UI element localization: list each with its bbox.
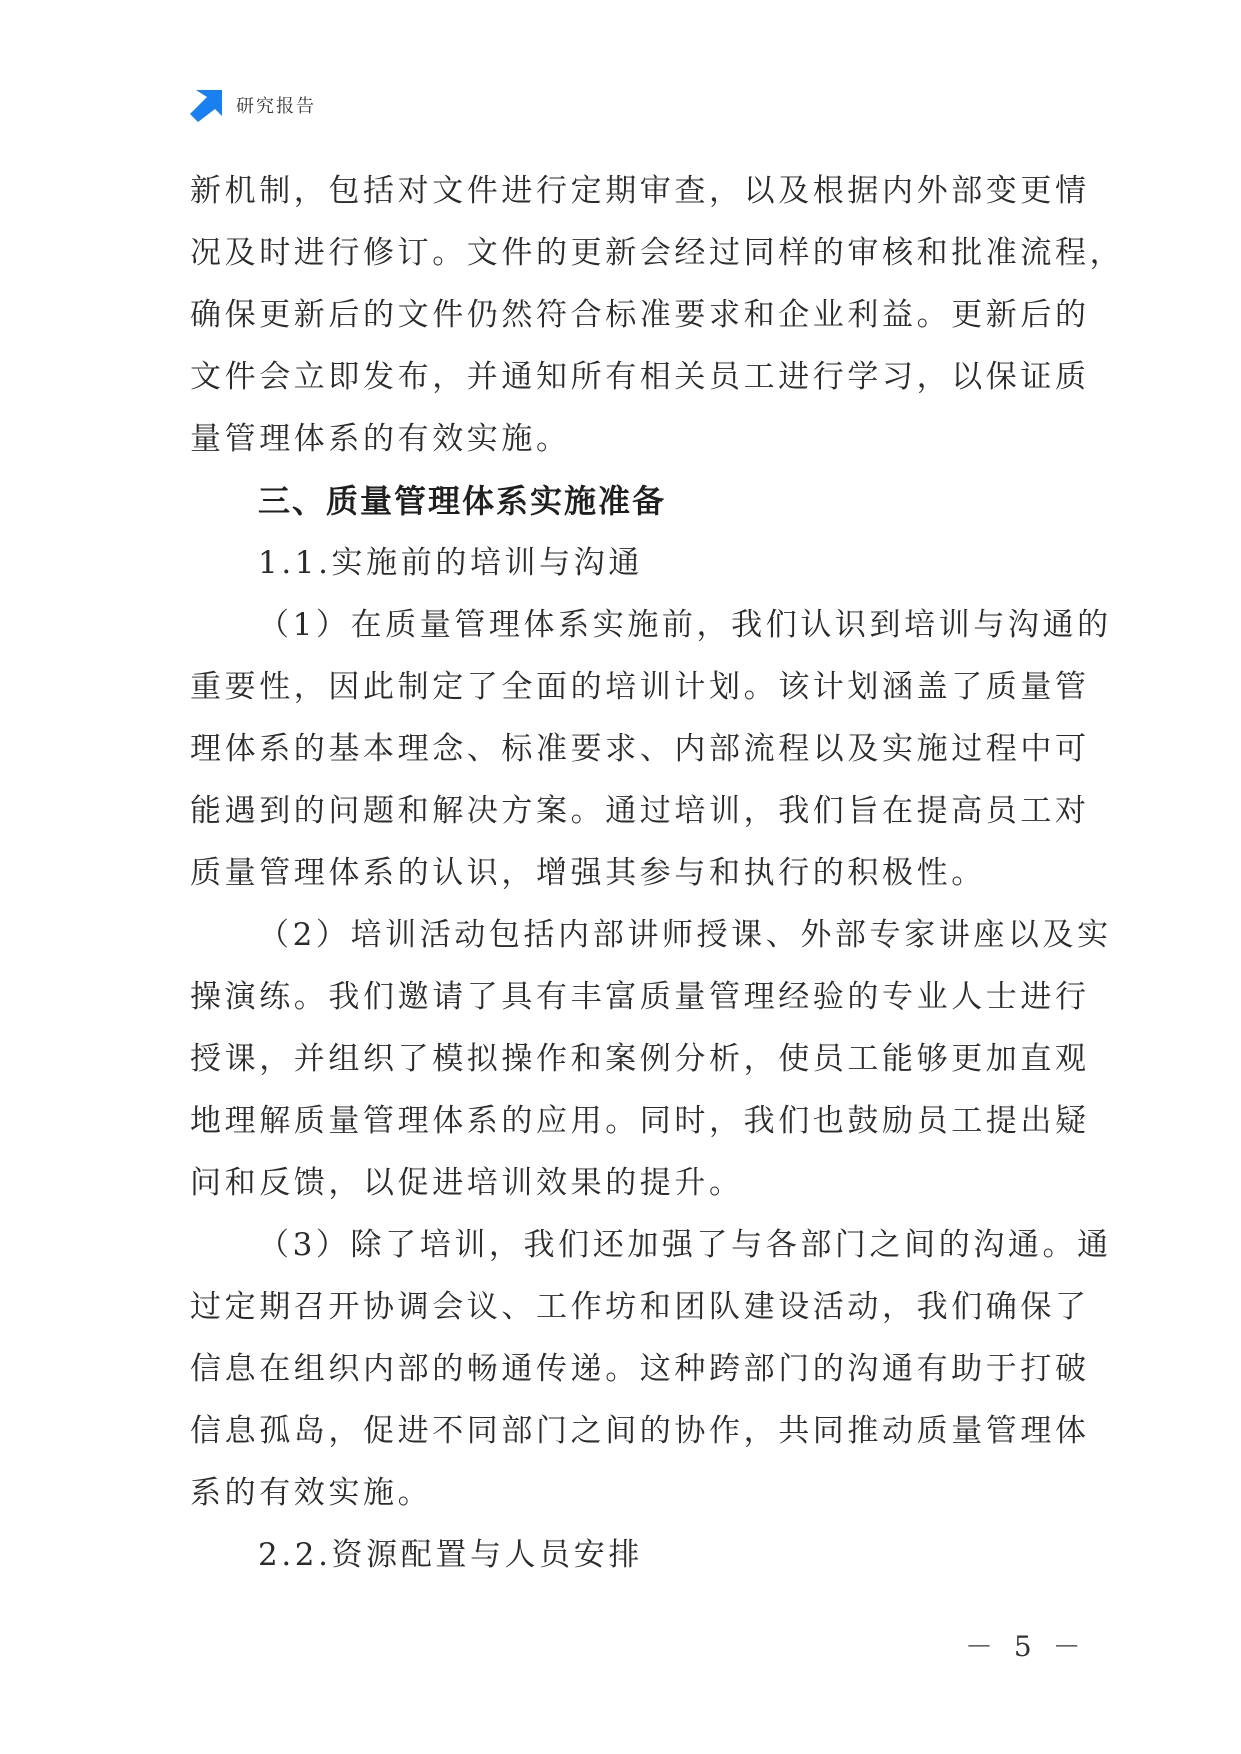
- text-line: 地理解质量管理体系的应用。同时，我们也鼓励员工提出疑: [190, 1103, 1090, 1139]
- text-line: 质量管理体系的认识，增强其参与和执行的积极性。: [190, 855, 986, 891]
- text-line: 操演练。我们邀请了具有丰富质量管理经验的专业人士进行: [190, 979, 1090, 1015]
- text-line: 问和反馈，以促进培训效果的提升。: [190, 1165, 744, 1201]
- document-body: [190, 160, 1125, 1586]
- paragraph-training-plan: [190, 594, 1112, 904]
- text-line: 系的有效实施。: [190, 1475, 433, 1511]
- text-line: 授课，并组织了模拟操作和案例分析，使员工能够更加直观: [190, 1041, 1090, 1077]
- subsection-heading-1-1: 1.1.实施前的培训与沟通: [258, 545, 643, 581]
- subsection-heading-2-2: 2.2.资源配置与人员安排: [258, 1537, 643, 1573]
- text-line: 文件会立即发布，并通知所有相关员工进行学习，以保证质: [190, 359, 1090, 395]
- header-title: 研究报告: [236, 96, 316, 117]
- paragraph-training-activities: [190, 904, 1112, 1214]
- paragraph-document-updates: [190, 160, 1125, 470]
- text-line: 信息孤岛，促进不同部门之间的协作，共同推动质量管理体: [190, 1413, 1090, 1449]
- report-header: [190, 88, 316, 122]
- text-line: 信息在组织内部的畅通传递。这种跨部门的沟通有助于打破: [190, 1351, 1090, 1387]
- page-number: － 5 －: [965, 1630, 1087, 1663]
- text-line: 新机制，包括对文件进行定期审查，以及根据内外部变更情: [190, 173, 1090, 209]
- text-line: 能遇到的问题和解决方案。通过培训，我们旨在提高员工对: [190, 793, 1090, 829]
- section-heading: 三、质量管理体系实施准备: [258, 482, 667, 520]
- text-line: （1）在质量管理体系实施前，我们认识到培训与沟通的: [258, 607, 1112, 643]
- text-line: （2）培训活动包括内部讲师授课、外部专家讲座以及实: [258, 917, 1112, 953]
- arrow-up-right-icon: [190, 88, 224, 122]
- text-line: 量管理体系的有效实施。: [190, 421, 571, 457]
- text-line: 况及时进行修订。文件的更新会经过同样的审核和批准流程，: [190, 235, 1125, 271]
- text-line: （3）除了培训，我们还加强了与各部门之间的沟通。通: [258, 1227, 1112, 1263]
- text-line: 过定期召开协调会议、工作坊和团队建设活动，我们确保了: [190, 1289, 1090, 1325]
- text-line: 确保更新后的文件仍然符合标准要求和企业利益。更新后的: [190, 297, 1090, 333]
- paragraph-communication: [190, 1214, 1112, 1524]
- text-line: 理体系的基本理念、标准要求、内部流程以及实施过程中可: [190, 731, 1090, 767]
- text-line: 重要性，因此制定了全面的培训计划。该计划涵盖了质量管: [190, 669, 1090, 705]
